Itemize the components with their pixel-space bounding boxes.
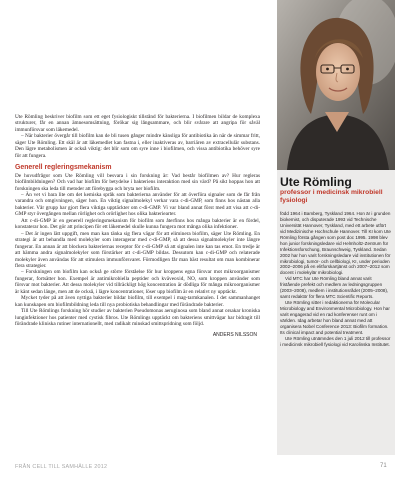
section-paragraph-4: – Det är ingen lätt uppgift, men man kan tänka sig flera vägar för att eliminera biofilm, säger Ute Römling. En strategi är att behandla med molekyler som interagerar med c-di-GMP, så att dessa signalmolekyler inte längre fungerar. En annan är att blockera bakteriernas receptor för c-di-GMP så att signalen inte kan tas emot. En tredje är att hämma andra signalmolekyler som förstärker att c-di-GMP bildas. Dessutom kan c-di-GMP och relaterade molekyler även användas för att stimulera immunförsvaret. Förmodligen får man bäst resultat om man kombinerar flera strategier. bbox=[15, 230, 260, 270]
section-paragraph-7: Till Ute Römlings forskning hör studier av bakterien Pseudomonas aeruginosa som bland annat orsakar kroniska lunginfektioner hos patienter med cystisk fibros. Ute Römlings upptäckt om bakteriens smittvägar har bidragit till förändrade kliniska rutiner internationellt, med radikalt minskad smittspridning som följd. bbox=[15, 308, 260, 328]
section-paragraph-5: – Forskningen om biofilm kan också ge större förståelse för hur kroppens egna försvar mot mikroorganismer fungerar, fortsätter hon. Exempel är antimikrobiella peptider och kväveoxid, NO, som kroppen använder som försvar mot bakterier. Att dessa molekyler vid tillräckligt hög koncentration är dödliga för många mikroorganismer är känt sedan länge, men att de också, i lägre koncentrationer, löser upp biofilm är en relativt ny upptäckt. bbox=[15, 269, 260, 295]
article-body bbox=[15, 114, 260, 338]
bio-paragraph-3: Ute Römling sitter i redaktionerna för Molecular Microbiology and Environmental Microbiology. Hon har varit engagerad vid en rad konferenser runt om i världen. Idag arbetar hon bland annat med att organisera Nobel Conference 2013: Biofilm formation. Its clinical impact and potential treatment. bbox=[280, 300, 390, 335]
intro-paragraph: Ute Römling beskriver biofilm som ett eget fysiologiskt tillstånd för bakterierna. I biofilmen bildar de komplexa strukturer, får en annan ämnesomsättning, förökar sig långsammare, och blir svårare att angripa för såväl immunförsvar som läkemedel. bbox=[15, 114, 260, 133]
page-number: 71 bbox=[380, 463, 387, 469]
quote-paragraph: – När bakterier övergår till biofilm kan de bli tusen gånger mindre känsliga för antibiotika än när de simmar fritt, säger Ute Römling. Ett skäl är att läkemedlet kan fastna i, eller inaktiveras av, barriären av extracellulär substans. Den lägre metabolismen är också viktig: det blir som om syre inne i biofilmen, och vissa antibiotika behöver syre för att fungera. bbox=[15, 133, 260, 159]
bio-paragraph-2: Vid MTC har Ute Römling bland annat varit fristående prefekt och medlem av ledningsgruppen (2003–2008), medlem i institutionsrådet (2005–2008), samt redaktör för flera MTC Scientific Reports. bbox=[280, 276, 389, 300]
portrait-photo bbox=[277, 0, 395, 170]
section-paragraph-3: Att c-di-GMP är en generell regleringsmekanism för biofilm som återfinns hos många bakterier är en fördel, konstaterar hon. Det gör att principen för ett läkemedel skulle kunna fungera mot många olika infektioner. bbox=[15, 217, 260, 231]
profile-sidebar bbox=[277, 0, 395, 455]
portrait-photo-icon bbox=[277, 0, 395, 170]
footer-publication: FRÅN CELL TILL SAMHÄLLE 2012 bbox=[15, 464, 108, 470]
article-author: ANDERS NILSSON bbox=[212, 331, 257, 338]
profile-bio bbox=[280, 211, 392, 348]
section-paragraph-2: – Än vet vi bara lite om det kemiska språk som bakterierna använder för att överföra signaler som de får från varandra och omgivningen, säger hon. En viktig signalmolekyl verkar vara c-di-GMP, som finns hos nästan alla bakterier. Vår grupp har gjort flera viktiga upptäckter om c-di-GMP. Vi var bland annat först med att visa att c-di-GMP styr övergången mellan rörlighet och orörlighet hos olika bakteriearter. bbox=[15, 192, 260, 218]
section-heading: Generell regleringsmekanism bbox=[15, 164, 112, 172]
section-paragraph-1: De huvudfrågor som Ute Römling vill besvara i sin forskning är: Vad består biofilmen av? Hur regleras biofilmbildningen? Och vad har biofilm för betydelse i bakteriens interaktion med sin värd? På sikt hoppas hon att forskningen ska leda till metoder att förebygga och bryta ner biofilm. bbox=[15, 172, 260, 192]
profile-role: professor i medicinsk mikrobiell fysiologi bbox=[280, 189, 383, 205]
section-paragraph-6: Mycket tyder på att även nyttiga bakterier bildar biofilm, till exempel i mag-tarmkanalen. I det sammanhanget kan kunskapen om biofilmbildning leda till nya probiotiska behandlingar med förändrade bakterier. bbox=[15, 295, 260, 308]
bio-paragraph-4: Ute Römling utnämndes den 1 juli 2012 till professor i medicinsk mikrobiell fysiologi vid Karolinska Institutet. bbox=[280, 335, 391, 347]
profile-name: Ute Römling bbox=[280, 175, 352, 189]
bio-paragraph-1: född 1964 i Bamberg, Tyskland 1964. Hon är i grunden biokemist, och disputerade 1993 vid Technische Universität Hannover, Tyskland, med ett arbete utfört vid Medizinische Hochschule Hannover. Till KI kom Ute Römling första gången som post doc 1995. 1998 blev hon junior forskningsledare vid Helmholtz-Zentrum für Infektionsforschung, Braunschweig, Tyskland. Sedan 2002 har hon varit forskningsledare vid institutionen för mikrobiologi, tumör- och cellbiologi, KI, under perioden 2002–2006 på en elitforskartjänst och 2007–2012 som docent i molekylär mikrobiologi. bbox=[280, 211, 391, 276]
